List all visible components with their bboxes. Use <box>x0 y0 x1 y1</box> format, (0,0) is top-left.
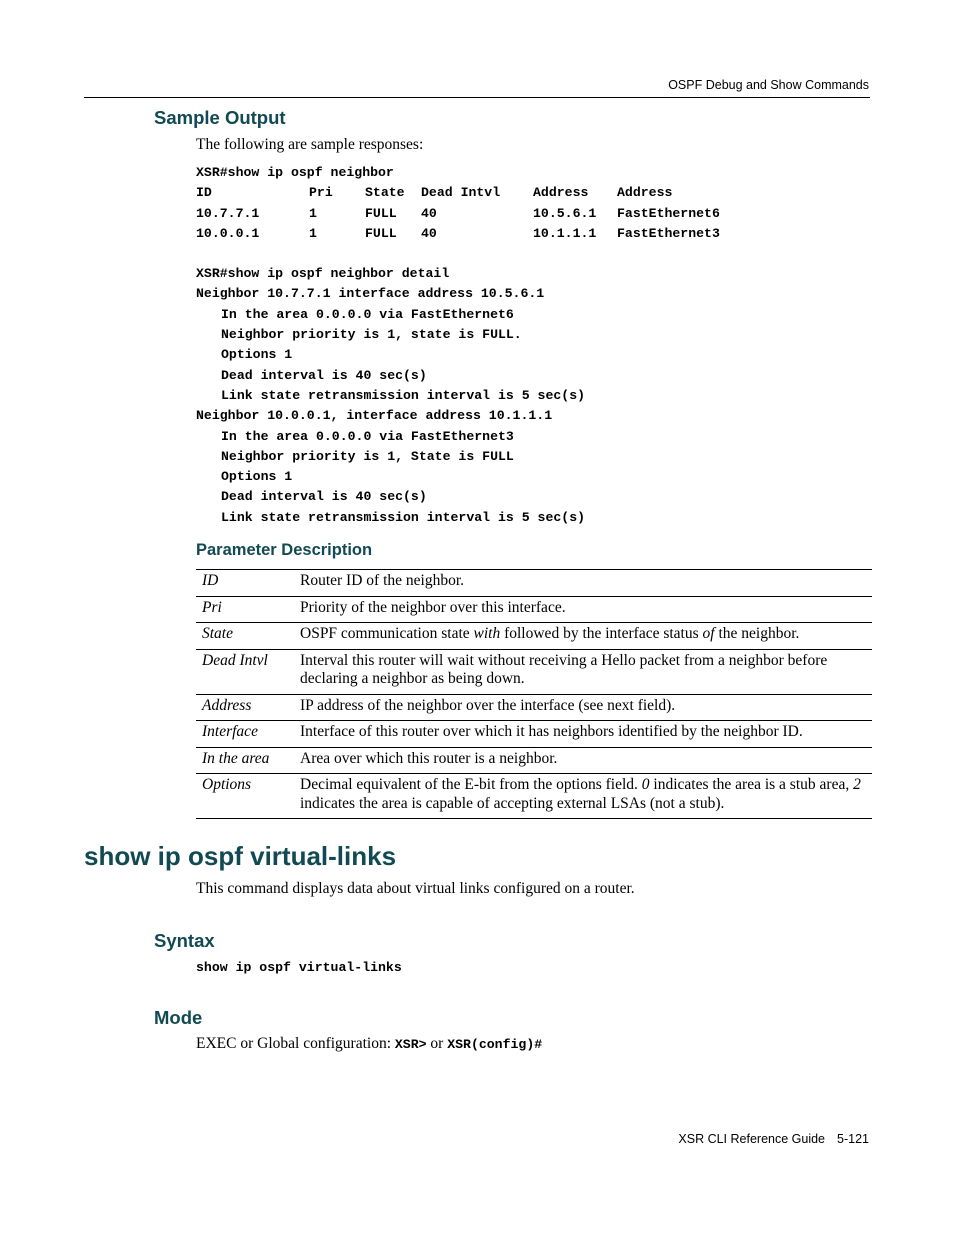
row-id: 10.7.7.1 <box>196 205 260 221</box>
desc-text: indicates the area is capable of accepting external LSAs (not a stub). <box>300 794 725 812</box>
row-dead-intvl: 40 <box>421 205 437 221</box>
table-row <box>196 721 872 748</box>
param-term: Options <box>196 774 294 819</box>
row-address: 10.1.1.1 <box>533 225 597 241</box>
col-address: Address <box>533 185 589 201</box>
footer-guide-title: XSR CLI Reference Guide <box>678 1132 826 1146</box>
syntax-code <box>196 958 402 978</box>
neighbor-table-header <box>196 183 673 203</box>
param-desc <box>294 623 872 650</box>
detail-line: Options 1 <box>221 347 293 363</box>
detail-line: Link state retransmission interval is 5 sec(s) <box>221 509 586 525</box>
mode-heading: Mode <box>154 1007 203 1028</box>
row-dead-intvl: 40 <box>421 225 437 241</box>
mode-text <box>196 1035 542 1053</box>
sample-output-code <box>196 163 720 528</box>
mode-prompt-exec: XSR> <box>394 1037 427 1052</box>
header-rule <box>84 97 870 98</box>
col-state: State <box>365 185 405 201</box>
param-term: Interface <box>196 721 294 748</box>
row-pri: 1 <box>309 225 317 241</box>
desc-emphasis: of <box>702 625 715 642</box>
col-address-2: Address <box>617 185 673 201</box>
table-row <box>196 570 872 597</box>
page-footer <box>678 1132 869 1146</box>
desc-emphasis: with <box>473 625 501 642</box>
param-desc: Priority of the neighbor over this interface. <box>294 596 872 623</box>
running-header: OSPF Debug and Show Commands <box>668 78 869 92</box>
detail-command: XSR#show ip ospf neighbor detail <box>196 266 450 282</box>
row-state: FULL <box>365 225 397 241</box>
param-desc: Area over which this router is a neighbor. <box>294 747 872 774</box>
param-term: Address <box>196 694 294 721</box>
col-dead-intvl: Dead Intvl <box>421 185 501 201</box>
neighbor-table-row <box>196 204 720 224</box>
param-desc: Router ID of the neighbor. <box>294 570 872 597</box>
table-row <box>196 694 872 721</box>
table-row <box>196 649 872 694</box>
sample-output-heading: Sample Output <box>154 107 286 128</box>
detail-line: Options 1 <box>221 469 293 485</box>
desc-emphasis: 2 <box>853 776 861 793</box>
syntax-heading: Syntax <box>154 930 215 951</box>
detail-neighbor-line: Neighbor 10.7.7.1 interface address 10.5.6.1 <box>196 286 545 302</box>
table-row <box>196 623 872 650</box>
sample-output-intro: The following are sample responses: <box>196 136 424 153</box>
detail-line: In the area 0.0.0.0 via FastEthernet3 <box>221 428 514 444</box>
table-row <box>196 747 872 774</box>
detail-line: In the area 0.0.0.0 via FastEthernet6 <box>221 306 514 322</box>
desc-text: followed by the interface status <box>500 625 703 642</box>
row-state: FULL <box>365 205 397 221</box>
row-pri: 1 <box>309 205 317 221</box>
detail-line: Dead interval is 40 sec(s) <box>221 367 427 383</box>
mode-label: EXEC or Global configuration: <box>196 1035 395 1052</box>
param-desc <box>294 774 872 819</box>
param-desc: Interface of this router over which it has neighbors identified by the neighbor ID. <box>294 721 872 748</box>
table-row <box>196 774 872 819</box>
desc-text: OSPF communication state <box>300 625 474 642</box>
parameter-description-heading: Parameter Description <box>196 541 373 559</box>
param-desc: IP address of the neighbor over the interface (see next field). <box>294 694 872 721</box>
table-row <box>196 596 872 623</box>
row-interface: FastEthernet3 <box>617 225 720 241</box>
desc-emphasis: 0 <box>641 776 650 793</box>
param-term: Pri <box>196 596 294 623</box>
detail-line: Neighbor priority is 1, state is FULL. <box>221 327 522 343</box>
mode-or: or <box>426 1035 448 1052</box>
syntax-line: show ip ospf virtual-links <box>196 960 402 975</box>
col-pri: Pri <box>309 185 333 201</box>
detail-line: Dead interval is 40 sec(s) <box>221 489 427 505</box>
page-number: 5-121 <box>837 1132 869 1146</box>
mode-prompt-config: XSR(config)# <box>447 1037 543 1052</box>
param-term: ID <box>196 570 294 597</box>
row-address: 10.5.6.1 <box>533 205 597 221</box>
desc-text: Decimal equivalent of the E-bit from the options field. <box>300 776 642 793</box>
detail-neighbor-line: Neighbor 10.0.0.1, interface address 10.1.1.1 <box>196 408 553 424</box>
param-term: Dead Intvl <box>196 649 294 694</box>
row-interface: FastEthernet6 <box>617 205 720 221</box>
command-description: This command displays data about virtual links configured on a router. <box>196 880 635 897</box>
neighbor-table-row <box>196 224 720 244</box>
code-spacer <box>196 244 585 264</box>
neighbor-command: XSR#show ip ospf neighbor <box>196 165 394 180</box>
param-term: State <box>196 623 294 650</box>
desc-text: the neighbor. <box>714 625 800 642</box>
command-heading: show ip ospf virtual-links <box>84 841 397 871</box>
detail-line: Link state retransmission interval is 5 sec(s) <box>221 387 586 403</box>
row-id: 10.0.0.1 <box>196 225 260 241</box>
col-id: ID <box>196 185 212 201</box>
desc-text: indicates the area is a stub area, <box>649 776 854 793</box>
param-term: In the area <box>196 747 294 774</box>
param-desc: Interval this router will wait without receiving a Hello packet from a neighbor before declaring a neighbor as being down. <box>294 649 872 694</box>
detail-line: Neighbor priority is 1, State is FULL <box>221 448 514 464</box>
parameter-table <box>196 569 872 819</box>
